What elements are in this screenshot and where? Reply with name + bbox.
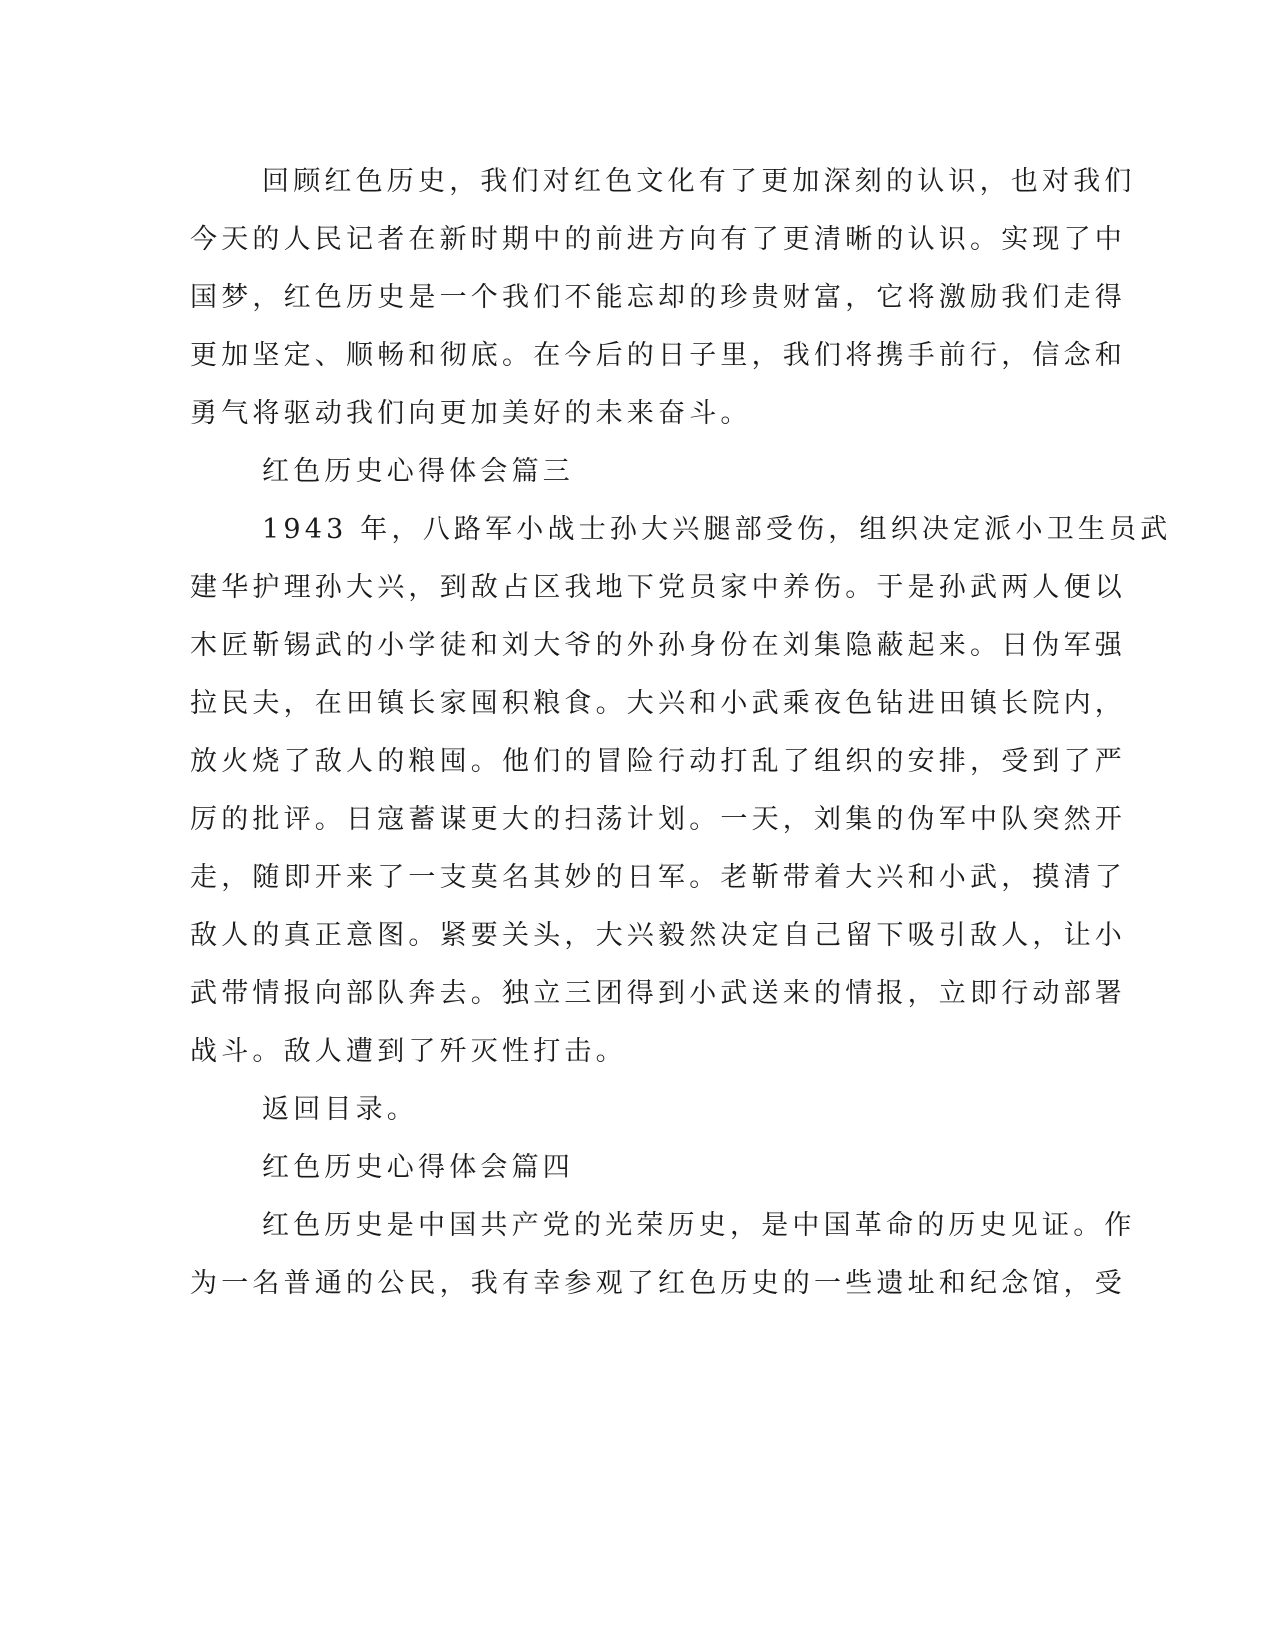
- paragraph-line: 木匠靳锡武的小学徒和刘大爷的外孙身份在刘集隐蔽起来。日伪军强: [190, 630, 1126, 661]
- paragraph-line: 1943 年，八路军小战士孙大兴腿部受伤，组织决定派小卫生员武: [262, 514, 1172, 545]
- paragraph-line: 走，随即开来了一支莫名其妙的日军。老靳带着大兴和小武，摸清了: [190, 862, 1126, 893]
- paragraph-line: 回顾红色历史，我们对红色文化有了更加深刻的认识，也对我们: [262, 166, 1136, 197]
- paragraph-line: 拉民夫，在田镇长家囤积粮食。大兴和小武乘夜色钻进田镇长院内，: [190, 688, 1126, 719]
- section-heading: 红色历史心得体会篇四: [262, 1152, 574, 1183]
- paragraph-line: 更加坚定、顺畅和彻底。在今后的日子里，我们将携手前行，信念和: [190, 340, 1126, 371]
- paragraph-line: 武带情报向部队奔去。独立三团得到小武送来的情报，立即行动部署: [190, 978, 1126, 1009]
- paragraph-line: 红色历史是中国共产党的光荣历史，是中国革命的历史见证。作: [262, 1210, 1136, 1241]
- paragraph-line: 国梦，红色历史是一个我们不能忘却的珍贵财富，它将激励我们走得: [190, 282, 1126, 313]
- paragraph-line: 战斗。敌人遭到了歼灭性打击。: [190, 1036, 627, 1067]
- back-to-contents-link[interactable]: 返回目录。: [262, 1094, 418, 1125]
- paragraph-line: 今天的人民记者在新时期中的前进方向有了更清晰的认识。实现了中: [190, 224, 1126, 255]
- paragraph-line: 建华护理孙大兴，到敌占区我地下党员家中养伤。于是孙武两人便以: [190, 572, 1126, 603]
- paragraph-line: 放火烧了敌人的粮囤。他们的冒险行动打乱了组织的安排，受到了严: [190, 746, 1126, 777]
- paragraph-line: 敌人的真正意图。紧要关头，大兴毅然决定自己留下吸引敌人，让小: [190, 920, 1126, 951]
- paragraph-line: 为一名普通的公民，我有幸参观了红色历史的一些遗址和纪念馆，受: [190, 1268, 1126, 1299]
- paragraph-line: 勇气将驱动我们向更加美好的未来奋斗。: [190, 398, 752, 429]
- paragraph-line: 厉的批评。日寇蓄谋更大的扫荡计划。一天，刘集的伪军中队突然开: [190, 804, 1126, 835]
- section-heading: 红色历史心得体会篇三: [262, 456, 574, 487]
